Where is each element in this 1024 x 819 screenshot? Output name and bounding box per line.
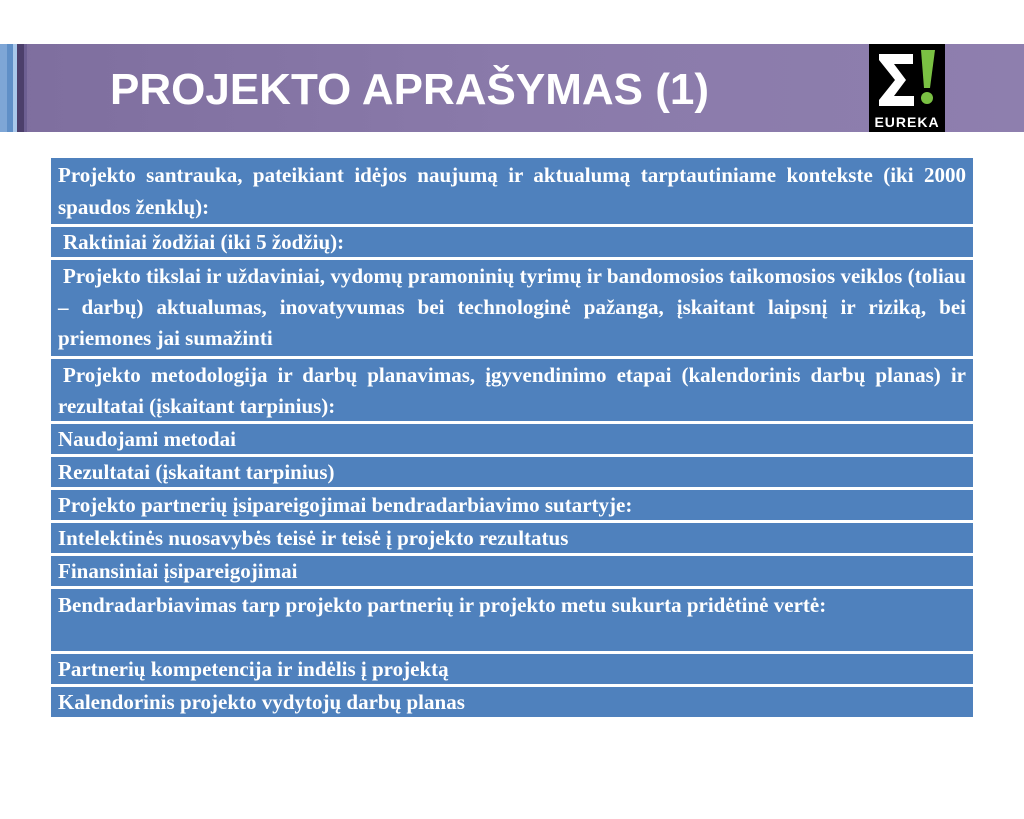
table-row: Raktiniai žodžiai (iki 5 žodžių): bbox=[51, 227, 973, 257]
table-row: Naudojami metodai bbox=[51, 424, 973, 454]
accent-stripe bbox=[17, 44, 24, 132]
logo-text: EUREKA bbox=[874, 114, 940, 130]
slide-title: PROJEKTO APRAŠYMAS (1) bbox=[110, 65, 709, 114]
table-row: Projekto metodologija ir darbų planavimas, įgyvendinimo etapai (kalendorinis darbų planas) ir rezultatai (įskaitant tarpinius): bbox=[51, 359, 973, 421]
table-row: Projekto partnerių įsipareigojimai bendradarbiavimo sutartyje: bbox=[51, 490, 973, 520]
accent-stripe bbox=[24, 44, 27, 132]
table-row: Intelektinės nuosavybės teisė ir teisė į projekto rezultatus bbox=[51, 523, 973, 553]
table-row: Partnerių kompetencija ir indėlis į projektą bbox=[51, 654, 973, 684]
project-description-table bbox=[51, 158, 973, 720]
table-row: Kalendorinis projekto vydytojų darbų planas bbox=[51, 687, 973, 717]
table-row: Bendradarbiavimas tarp projekto partnerių ir projekto metu sukurta pridėtinė vertė: bbox=[51, 589, 973, 651]
eureka-logo-icon bbox=[869, 44, 945, 114]
table-row: Rezultatai (įskaitant tarpinius) bbox=[51, 457, 973, 487]
eureka-logo bbox=[869, 44, 945, 132]
table-row: Finansiniai įsipareigojimai bbox=[51, 556, 973, 586]
table-row: Projekto tikslai ir uždaviniai, vydomų pramoninių tyrimų ir bandomosios taikomosios veiklos (toliau – darbų) aktualumas, inovatyvumas bei technologinė pažanga, įskaitant laipsnį ir riziką, bei priemones jai sumažinti bbox=[51, 260, 973, 356]
accent-stripe bbox=[0, 44, 7, 132]
table-row: Projekto santrauka, pateikiant idėjos naujumą ir aktualumą tarptautiniame kontekste (iki 2000 spaudos ženklų): bbox=[51, 158, 973, 224]
